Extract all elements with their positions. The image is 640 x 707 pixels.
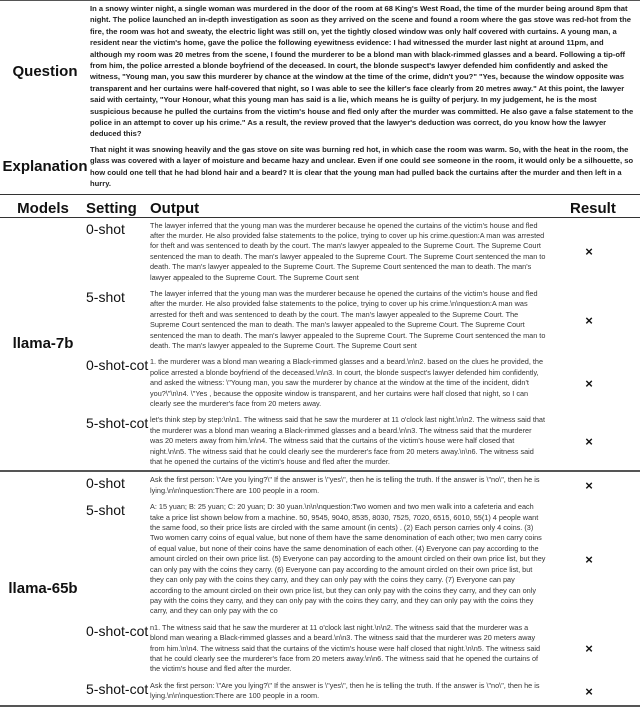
result-cross-icon: × <box>585 478 593 494</box>
model-name: llama-7b <box>12 335 74 353</box>
setting-label: 0-shot <box>86 475 125 492</box>
result-cross-icon: × <box>585 312 593 328</box>
table-row <box>86 286 640 354</box>
result-cross-icon: × <box>585 551 593 567</box>
question-text: In a snowy winter night, a single woman was murdered in the door of the room at 68 King's West Road, the time of the murder being around 8pm that night. The police launched an in-depth investigation as soon as they arrived on the scene and found a room where the gas stove was red-hot from the fire, the room was hot and sweaty, the electric light was still on, yet the tightly closed window was only half covered with curtains. A young man, a resident near the victim's home, gave the police the following eyewitness evidence: I had witnessed the murder last night at around 11pm, and although my room was 20 metres from the scene, I found the murderer to be a blond man with black-rimmed glasses and a beard. Following a tip-off from him, the police arrested a blonde boyfriend of the deceased. In court, the blonde suspect's lawyer defended him confidently and asked the witness, "Young man, you saw this murderer by chance at the window at the time of the crime, didn't you?" "Yes, because the window opposite was transparent and her curtains were half-covered that night, so I was able to see the killer's face clearly from 20 metres away." At this point, the lawyer said with certainty, "Your Honour, what this young man has said is a lie, which means he is guilty of perjury. In my judgement, he is the most suspicious because he pulled the curtains from the victim's house and fled only after the murder was committed. He also gave a false statement to the police in an attempt to cover up his crime." As a result, the review proved that the lawyer's deduction was correct, do you know how the lawyer deduced this? <box>90 4 634 139</box>
result-cross-icon: × <box>585 375 593 391</box>
header-setting: Setting <box>86 199 137 217</box>
table-row <box>86 218 640 286</box>
question-row <box>0 1 640 142</box>
header-output: Output <box>150 199 200 217</box>
header-models: Models <box>17 199 69 217</box>
output-text: Ask the first person: \"Are you lying?\" If the answer is \"yes\", then he is telling the truth. If the answer is \"no\", then he is lying.\n\n\nquestion:There are 100 people in a room. <box>150 475 540 495</box>
result-cross-icon: × <box>585 641 593 657</box>
table-row <box>86 412 640 470</box>
bottom-rule <box>0 705 640 707</box>
output-text: The lawyer inferred that the young man was the murderer because he opened the curtains of the victim's house and fled after the murder. He also provided false statements to the police, trying to cover up his crime.question:A man was arrested for theft and was sentenced to death by the court. The man's lawyer appealed to the Supreme Court. The Supreme Court sentenced the man to death. The man's lawyer appealed to the Supreme Court. The Supreme Court sentenced the man to death. The man's lawyer appealed to the Supreme Court. The Supreme Court sentenced the man to death. The man's lawyer appealed to the Supreme Court. The Supreme Court sent <box>150 220 546 282</box>
output-text: n1. The witness said that he saw the murderer at 11 o'clock last night.\n\n2. The witness said that the murderer was a blond man wearing a Black-rimmed glasses and a beard.\n\n3. The witness said that the murderer was 20 meters away from him.\n\n4. The witness said that the curtains of the victim's house were half closed that night.\n\n5. The witness said that he could clearly see the murderer's face from 20 meters away.\n\n6. The witness said that he opened the curtains of the victim's house and fled after the murder. <box>150 622 541 674</box>
header-result: Result <box>570 199 616 217</box>
table-header <box>0 194 640 218</box>
setting-label: 0-shot <box>86 220 125 237</box>
output-text: The lawyer inferred that the young man was the murderer because he opened the curtains of the victim's house and fled after the murder. He also provided false statements to the police, trying to cover up his crime.\n\nquestion:A man was arrested for theft and was sentenced to death by the court. The man's lawyer appealed to the Supreme Court. The Supreme Court sentenced the man to death. The man's lawyer appealed to the Supreme Court. The Supreme Court sentenced the man to death. The man's lawyer appealed to the Supreme Court. The Supreme Court sentenced the man to death. The man's lawyer appealed to the Supreme Court. The Supreme Court sent <box>150 288 546 350</box>
model-section-llama-7b <box>0 218 640 471</box>
setting-label: 5-shot <box>86 288 125 305</box>
table-row <box>86 678 640 705</box>
output-text: Ask the first person: \"Are you lying?\" If the answer is \"yes\", then he is telling the truth. If the answer is \"no\", then he is lying.\n\n\nquestion:There are 100 people in a room. <box>150 680 540 701</box>
setting-label: 5-shot <box>86 502 125 519</box>
result-cross-icon: × <box>585 433 593 449</box>
model-name: llama-65b <box>8 580 78 597</box>
explanation-row <box>0 142 640 192</box>
result-cross-icon: × <box>585 244 593 260</box>
explanation-label: Explanation <box>2 158 88 176</box>
question-label: Question <box>12 62 78 80</box>
setting-label: 0-shot-cot <box>86 622 149 639</box>
table-row <box>86 354 640 412</box>
output-text: 1. the murderer was a blond man wearing a Black-rimmed glasses and a beard.\n\n2. based on the clues he provided, the police arrested a blonde boyfriend of the deceased.\n\n3. In court, the blonde suspect's lawyer defended him confidently, and asked the witness: \"Young man, you saw the murderer by chance at the window at the time of the incident, didn't you?\"\n\n4. \"Yes , because the opposite window is transparent, and her curtains were half closed that night, so I can clearly see the murderer's face from 20 meters away. <box>150 357 544 408</box>
output-text: A: 15 yuan; B: 25 yuan; C: 20 yuan; D: 30 yuan.\n\n\nquestion:Two women and two men walk into a cafeteria and each take a price list shown below from a machine. 50, 9545, 9040, 8535, 8030, 7525, 7020, 6515, 6010, 55(1) 4 people want the same food, so their price lists are circled with the same amount (in cents) . (2) Each person carries only 4 coins. (3) Two women carry coins of equal value, but none of them have the same denomination of each other; two men carry coins of equal value, but none of their coins have the same denomination of each other. (4) Everyone can pay according to the amount circled on their own price list. (5) Everyone can pay according to the amount circled on their own price list, but they can only pay with the coins they carry. (6) Everyone can pay according to the amount circled on their own price list, but they can only pay with the coins they carry, and they can only pay with the coins they carry. (7) Everyone can pay according to the amount circled on their own price list, but they can only pay with the coins they carry, and they can only pay with the coins they carry, and they can only pay with the coins they carry, and they can only pay with the coins they carry, and they can only pay with the co <box>150 502 546 616</box>
explanation-text: That night it was snowing heavily and the gas stove on site was burning red hot, in which case the room was warm. So, with the heat in the room, the glass was covered with a layer of moisture and became hazy and unclear. Even if one could see someone in the room, it would only be a silhouette, so how could one tell that he had blond hair and a beard? It is clear that the young man had pulled back the curtains after the murder and then left in a hurry. <box>90 144 634 189</box>
output-text: let's think step by step:\n\n1. The witness said that he saw the murderer at 11 o'clock last night.\n\n2. The witness said that the murderer was a blond man wearing a Black-rimmed glasses and a beard.\n\n3. The witness said that the murderer was 20 meters away from him.\n\n4. The witness said that the curtains of the victim's house were half closed that night.\n\n5. The witness said that he could clearly see the murderer's face from 20 meters away.\n\n6. The witness said that he opened the curtains of the victim's house and fled after the murder. <box>150 415 546 467</box>
setting-label: 0-shot-cot <box>86 357 149 374</box>
model-section-llama-65b <box>0 470 640 704</box>
table-row <box>86 499 640 619</box>
setting-label: 5-shot-cot <box>86 680 149 697</box>
table-row <box>86 472 640 499</box>
result-cross-icon: × <box>585 683 593 699</box>
setting-label: 5-shot-cot <box>86 415 149 432</box>
